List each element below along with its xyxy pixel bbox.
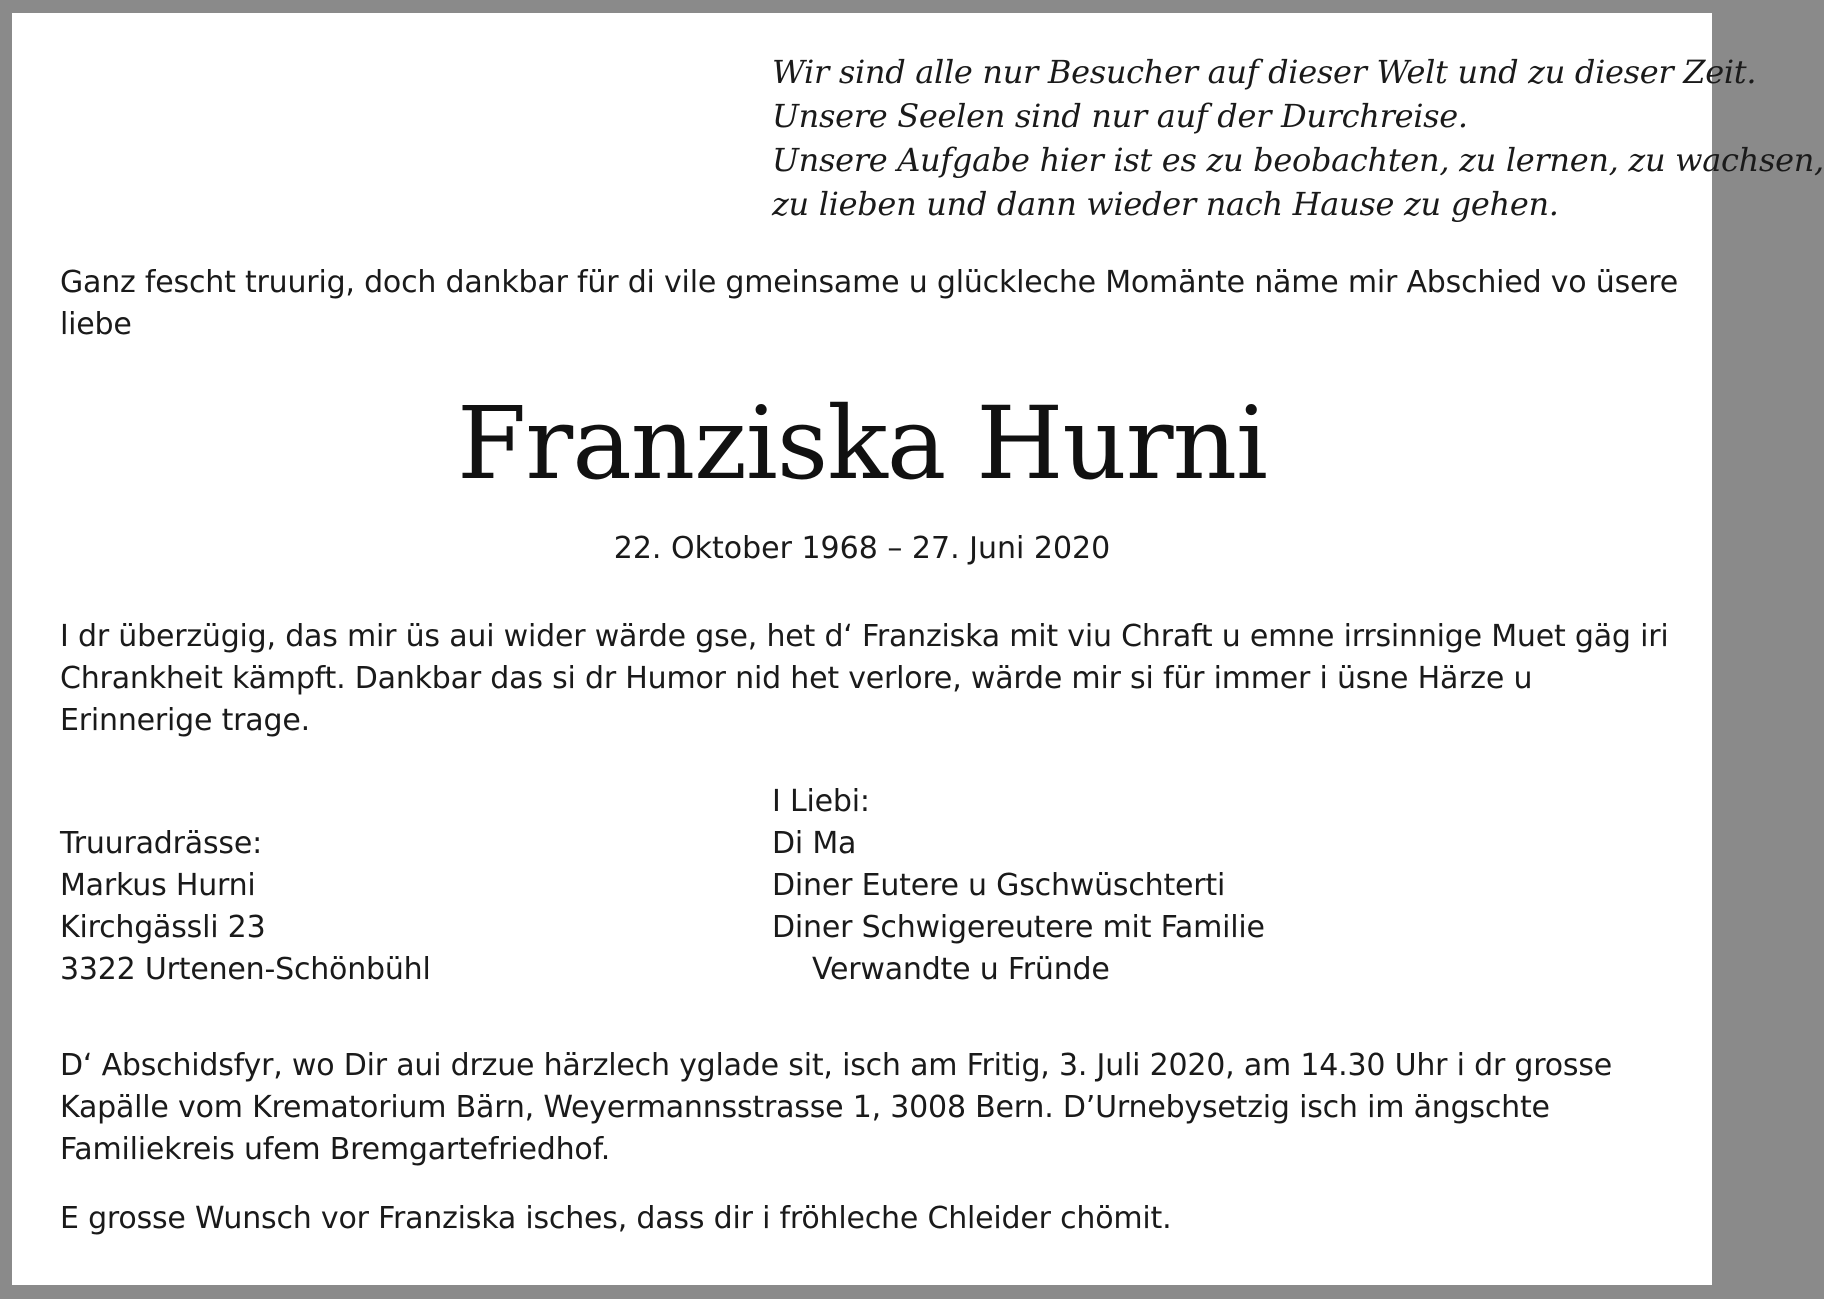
address-heading: Truuradrässe: bbox=[60, 826, 262, 861]
address-name: Markus Hurni bbox=[60, 868, 256, 903]
mourner-line-indented: Verwandte u Fründe bbox=[812, 952, 1110, 987]
mourning-address bbox=[60, 823, 431, 991]
address-street: Kirchgässli 23 bbox=[60, 910, 266, 945]
address-city: 3322 Urtenen-Schönbühl bbox=[60, 952, 431, 987]
mourners-heading: I Liebi: bbox=[772, 784, 870, 819]
mourners-list bbox=[772, 781, 1265, 991]
quote-line: Unsere Aufgabe hier ist es zu beobachten, zu lernen, zu wachsen, bbox=[772, 141, 1824, 179]
mourner-line: Diner Schwigereutere mit Familie bbox=[772, 910, 1265, 945]
intro-text: Ganz fescht truurig, doch dankbar für di vile gmeinsame u glückleche Momänte näme mir Abschied vo üsere liebe bbox=[60, 265, 1679, 342]
quote-line: Unsere Seelen sind nur auf der Durchreise. bbox=[772, 97, 1468, 135]
funeral-details-paragraph: D‘ Abschidsfyr, wo Dir aui drzue härzlech yglade sit, isch am Fritig, 3. Juli 2020, am 14.30 Uhr i dr grosse Kapälle vom Krematorium Bärn, Weyermannsstrasse 1, 3008 Bern. D’Urnebysetzig isch im ängschte Familiekreis ufem Bremgartefriedhof. bbox=[60, 1048, 1613, 1167]
obituary-page bbox=[12, 13, 1824, 1285]
mourner-line: Di Ma bbox=[772, 826, 857, 861]
quote-block bbox=[772, 50, 1824, 226]
dress-wish-paragraph: E grosse Wunsch vor Franziska isches, dass dir i fröhleche Chleider chömit. bbox=[60, 1201, 1172, 1236]
tribute-paragraph: I dr überzügig, das mir üs aui wider wärde gse, het d‘ Franziska mit viu Chraft u emne irrsinnige Muet gäg iri Chrankheit kämpft. Dankbar das si dr Humor nid het verlore, wärde mir si für immer i üsne Härze u Erinnerige trage. bbox=[60, 619, 1669, 738]
quote-line: zu lieben und dann wieder nach Hause zu gehen. bbox=[772, 185, 1559, 223]
mourner-line: Diner Eutere u Gschwüschterti bbox=[772, 868, 1226, 903]
quote-line: Wir sind alle nur Besucher auf dieser Welt und zu dieser Zeit. bbox=[772, 53, 1757, 91]
deceased-name: Franziska Hurni bbox=[457, 385, 1267, 502]
life-dates: 22. Oktober 1968 – 27. Juni 2020 bbox=[613, 531, 1111, 566]
